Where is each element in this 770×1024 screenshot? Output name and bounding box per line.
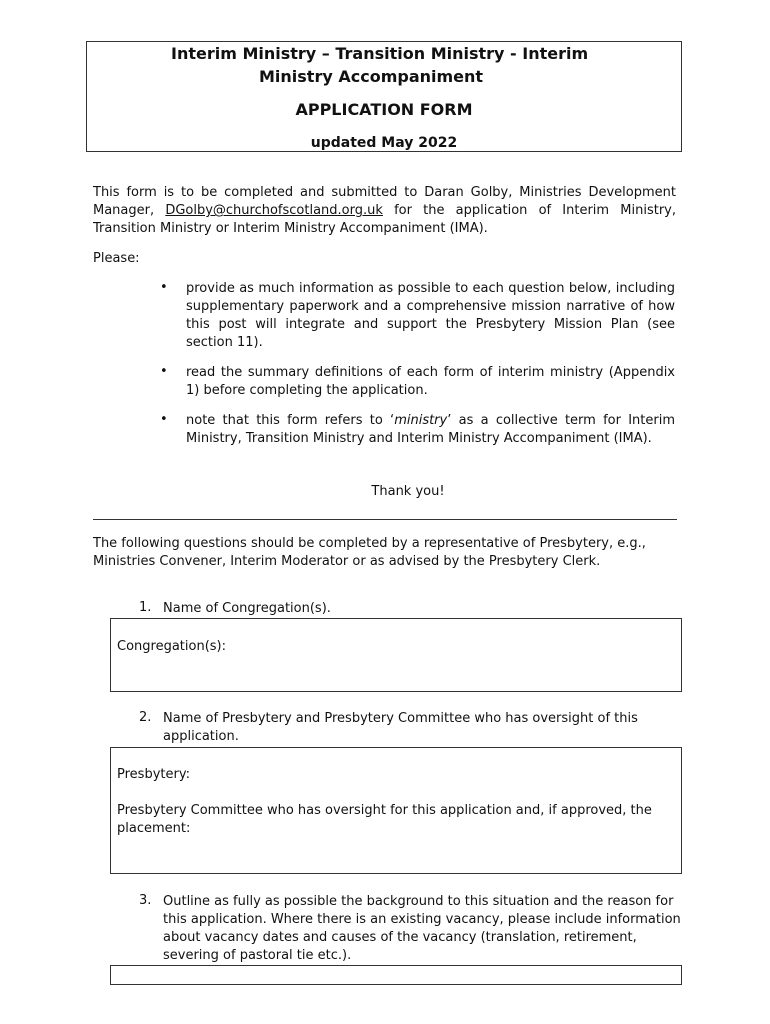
question-number: 1. [139, 600, 152, 615]
intro-text-after: for the application of Interim Ministry, Transition Ministry or Interim Ministry Accompaniment (IMA). [93, 203, 676, 236]
thank-you: Thank you! [371, 484, 445, 499]
bullet-icon: • [160, 412, 168, 427]
bullet-text-after: ’ as a collective term for Interim Ministry, Transition Ministry and Interim Ministry Accompaniment (IMA). [186, 413, 676, 446]
bullet-text-italic: ministry [394, 413, 448, 428]
please-label: Please: [93, 251, 140, 266]
application-form-heading: APPLICATION FORM [295, 100, 473, 119]
intro-text-before: This form is to be completed and submitted to Daran Golby, Ministries Development Manager, [93, 185, 676, 218]
background-answer-box[interactable] [110, 965, 682, 985]
representative-note: The following questions should be completed by a representative of Presbytery, e.g., Ministries Convener, Interim Moderator or as advised by the Presbytery Clerk. [93, 536, 646, 569]
question-text: Outline as fully as possible the background to this situation and the reason for this application. Where there is an existing vacancy, please include information about vacancy dates and causes of the vacancy (translation, retirement, severing of pastoral tie etc.). [163, 894, 681, 963]
title-line-2: Ministry Accompaniment [259, 67, 484, 86]
question-text: Name of Presbytery and Presbytery Committee who has oversight of this application. [163, 711, 638, 744]
email-link[interactable]: DGolby@churchofscotland.org.uk [165, 203, 383, 218]
congregation-answer-box[interactable] [110, 618, 682, 692]
bullet-item: provide as much information as possible to each question below, including supplementary paperwork and a comprehensive mission narrative of how this post will integrate and support the Presbytery Mission Plan (see section 11). [186, 281, 675, 350]
bullet-text-before: note that this form refers to ‘ [186, 413, 395, 428]
bullet-icon: • [160, 364, 168, 379]
divider [93, 519, 677, 520]
presbytery-answer-box[interactable] [110, 747, 682, 874]
box-label: Presbytery: [117, 767, 190, 782]
updated-date: updated May 2022 [310, 135, 458, 151]
question-number: 2. [139, 710, 152, 725]
question-number: 3. [139, 893, 152, 908]
title-line-1: Interim Ministry – Transition Ministry - Interim [171, 44, 589, 63]
header-box [86, 41, 682, 152]
bullet-item [186, 412, 675, 448]
question-text: Name of Congregation(s). [163, 601, 331, 616]
box-label-2: Presbytery Committee who has oversight for this application and, if approved, the placement: [117, 803, 652, 836]
bullet-item: read the summary definitions of each form of interim ministry (Appendix 1) before completing the application. [186, 365, 675, 398]
box-label: Congregation(s): [117, 639, 226, 654]
intro-paragraph [93, 184, 676, 238]
bullet-icon: • [160, 280, 168, 295]
